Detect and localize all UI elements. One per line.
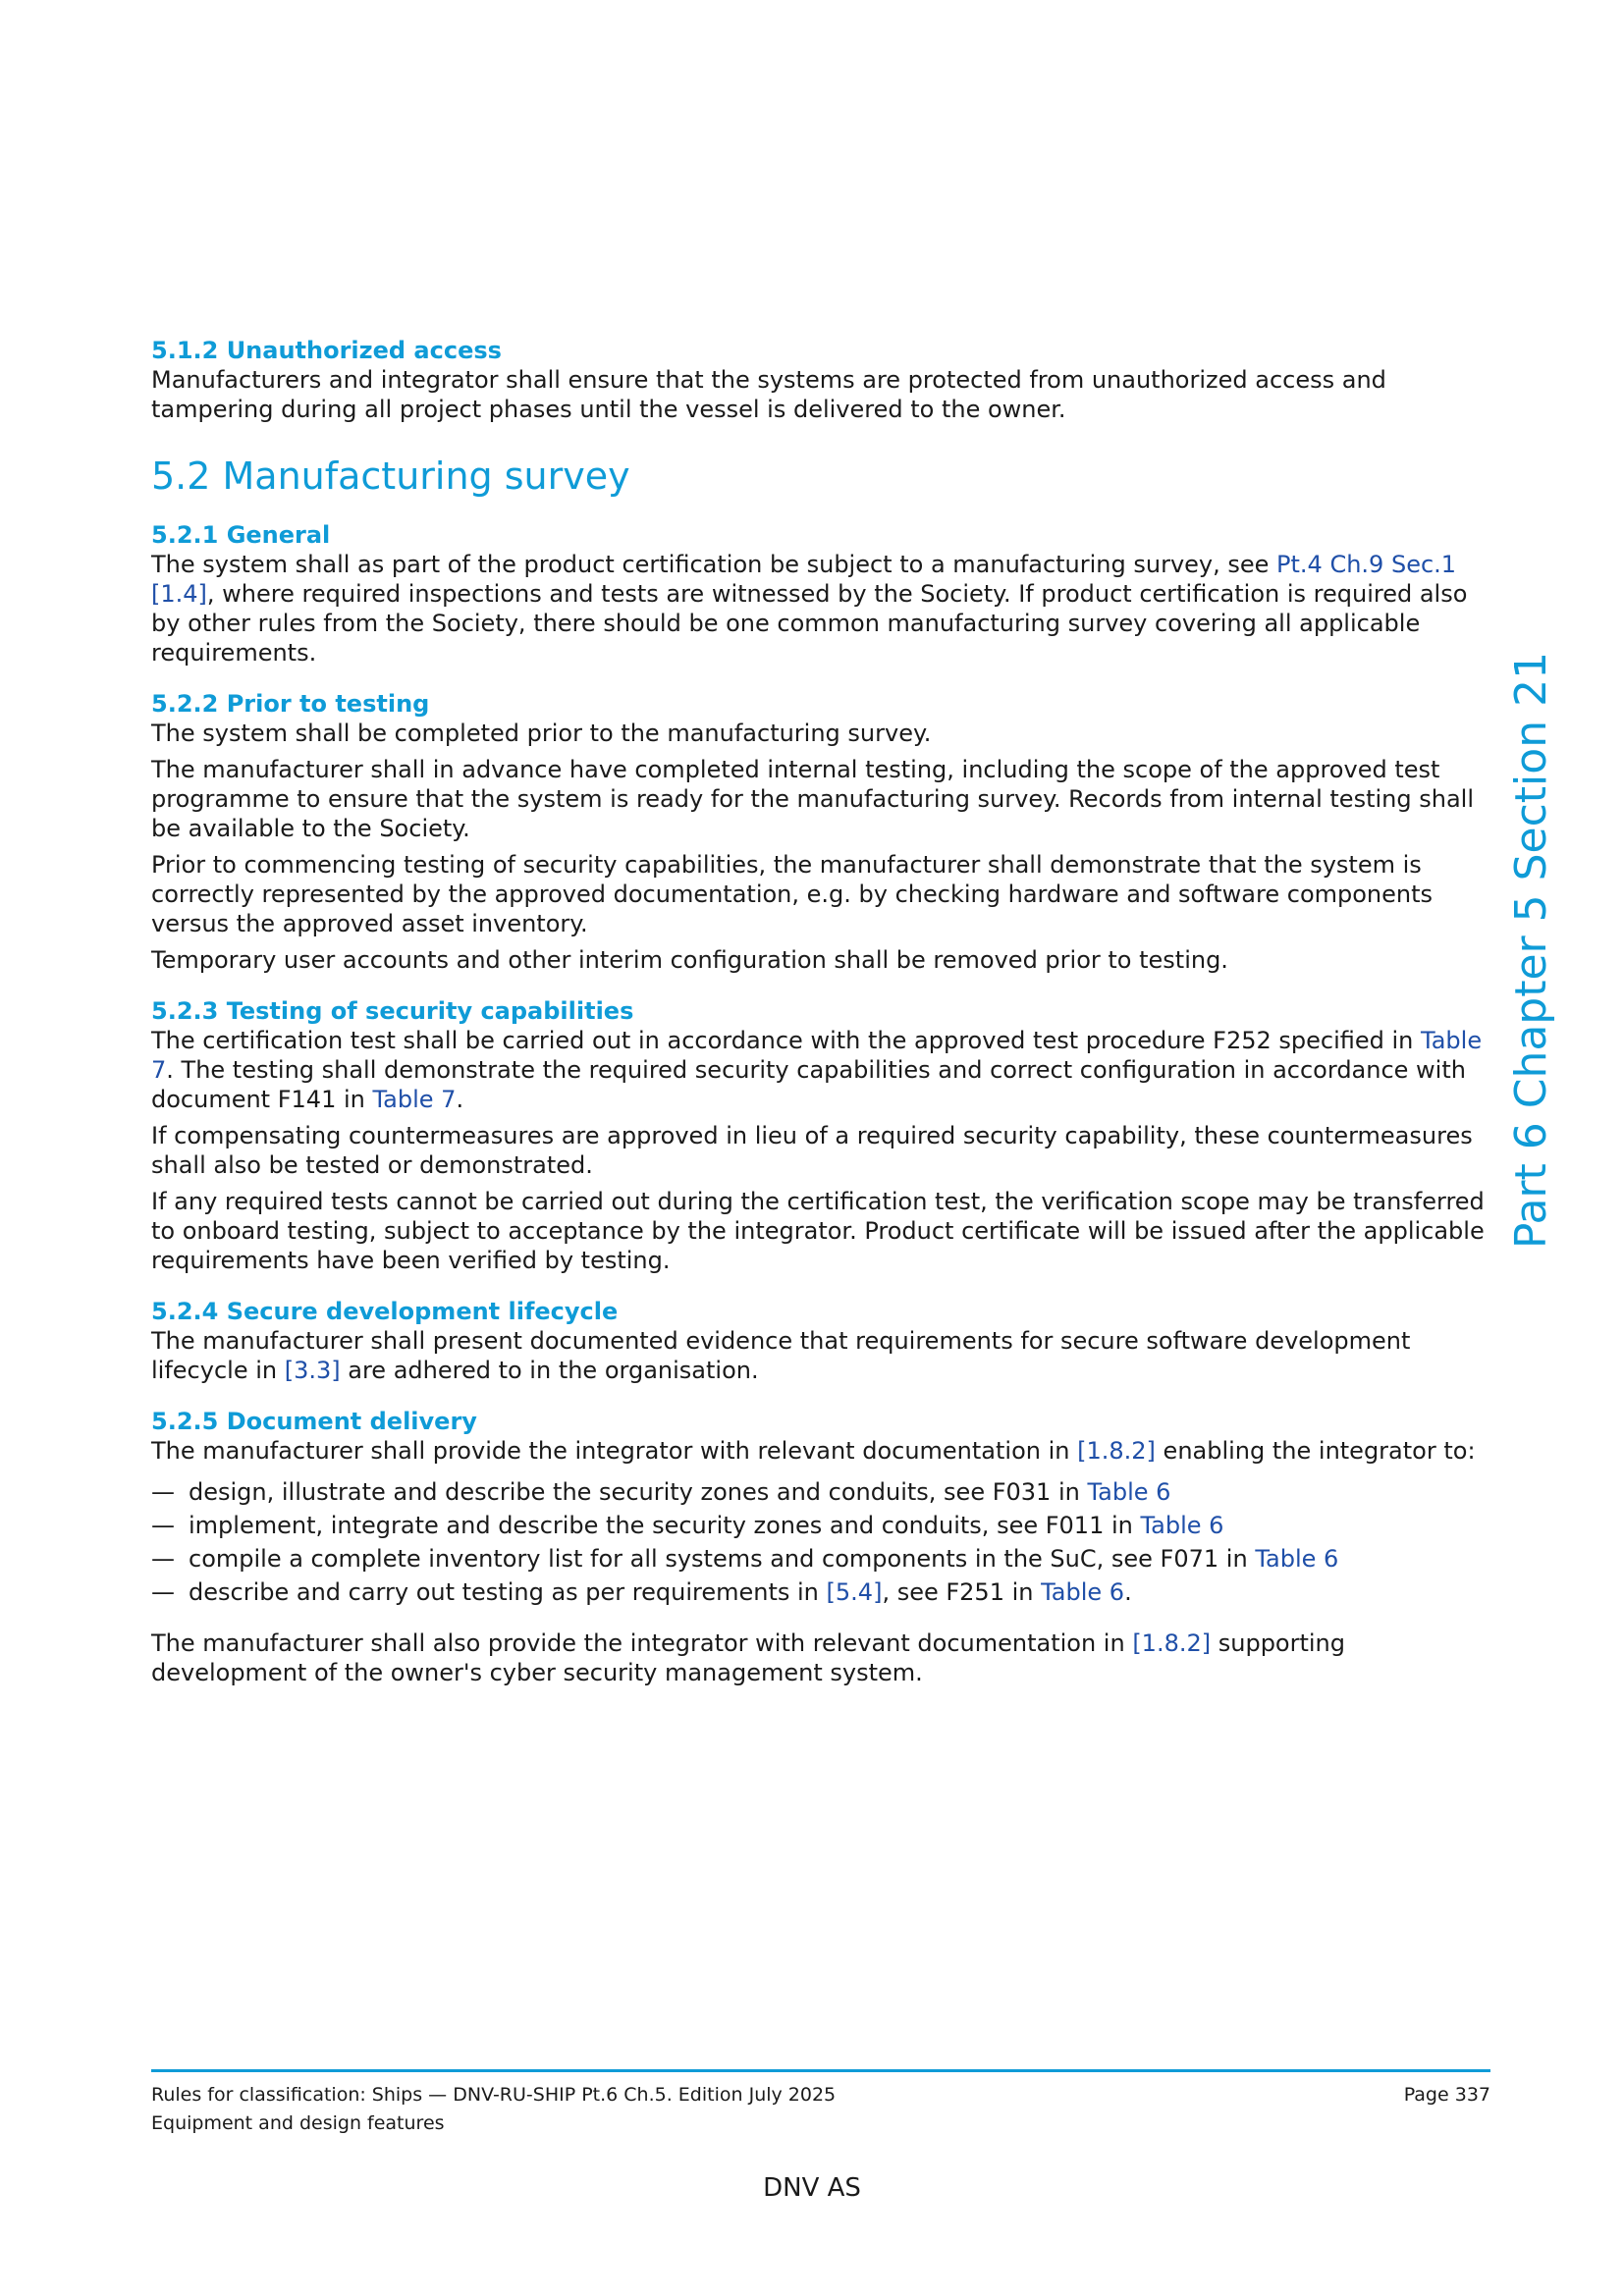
paragraph: Prior to commencing testing of security capabilities, the manufacturer shall demonstrate that the system is correctly represented by the approved documentation, e.g. by checking hardware and software components versus the approved asset inventory. [151, 851, 1434, 937]
heading-5-2-4: 5.2.4 Secure development lifecycle [151, 1298, 619, 1325]
text-run: The manufacturer shall provide the integrator with relevant documentation in [151, 1437, 1078, 1465]
footer-subtitle: Equipment and design features [151, 2112, 445, 2134]
text-run: , where required inspections and tests are witnessed by the Society. If product certification is required also by other rules from the Society, there should be one common manufacturing survey covering all applicable requirements. [151, 580, 1468, 667]
link-table-7[interactable]: Table 7 [372, 1086, 457, 1113]
text-run: , see F251 in [882, 1578, 1042, 1606]
link-table-7[interactable]: Table 7 [151, 1027, 1483, 1084]
paragraph [151, 1436, 1490, 1466]
text-run: . [456, 1086, 464, 1113]
link-1-4[interactable]: [1.4] [151, 580, 207, 608]
dash-bullet: — [151, 1578, 175, 1606]
link-table-6[interactable]: Table 6 [1087, 1478, 1171, 1506]
paragraph: If compensating countermeasures are approved in lieu of a required security capability, these countermeasures shall also be tested or demonstrated. [151, 1122, 1473, 1179]
page-number: Page 337 [1403, 2084, 1490, 2106]
dash-bullet: — [151, 1512, 175, 1539]
text-run: . [1124, 1578, 1132, 1606]
list-item [151, 1509, 1490, 1542]
paragraph: Temporary user accounts and other interim configuration shall be removed prior to testing. [151, 946, 1228, 974]
section-5-2-4 [151, 1297, 1490, 1385]
text-run: implement, integrate and describe the security zones and conduits, see F011 in [189, 1512, 1141, 1539]
paragraph [151, 1629, 1490, 1687]
dash-bullet: — [151, 1478, 175, 1506]
text-run: . The testing shall demonstrate the required security capabilities and correct configuration in accordance with document F141 in [151, 1056, 1466, 1113]
paragraph: The manufacturer shall in advance have completed internal testing, including the scope of the approved test programme to ensure that the system is ready for the manufacturing survey. Records from internal testing shall be available to the Society. [151, 756, 1474, 842]
text-run: are adhered to in the organisation. [340, 1357, 759, 1384]
side-section-label: Part 6 Chapter 5 Section 21 [1506, 651, 1556, 1250]
link-pt4-ch9-sec1[interactable]: Pt.4 Ch.9 Sec.1 [1276, 551, 1457, 578]
heading-5-2-5: 5.2.5 Document delivery [151, 1408, 477, 1435]
page-footer [151, 2081, 1490, 2138]
paragraph: Manufacturers and integrator shall ensure that the systems are protected from unauthorized access and tampering during all project phases until the vessel is delivered to the owner. [151, 366, 1386, 423]
text-run: supporting development of the owner's cyber security management system. [151, 1629, 1345, 1686]
paragraph: If any required tests cannot be carried out during the certification test, the verification scope may be transferred to onboard testing, subject to acceptance by the integrator. Product certificate will be issued after the applicable requirements have been verified by testing. [151, 1188, 1485, 1274]
footer-divider [151, 2069, 1490, 2072]
link-table-6[interactable]: Table 6 [1140, 1512, 1224, 1539]
heading-5-2: 5.2 Manufacturing survey [151, 454, 630, 498]
text-run: The system shall as part of the product certification be subject to a manufacturing survey, see [151, 551, 1277, 578]
heading-5-2-1: 5.2.1 General [151, 521, 331, 549]
text-run: The manufacturer shall present documented evidence that requirements for secure software development lifecycle in [151, 1327, 1411, 1384]
text-run: enabling the integrator to: [1155, 1437, 1476, 1465]
link-5-4[interactable]: [5.4] [826, 1578, 883, 1606]
text-run: describe and carry out testing as per requirements in [189, 1578, 827, 1606]
text-run: The certification test shall be carried out in accordance with the approved test procedure F252 specified in [151, 1027, 1422, 1054]
section-5-2-3 [151, 996, 1490, 1275]
dash-bullet: — [151, 1545, 175, 1573]
section-5-2-5 [151, 1407, 1490, 1687]
paragraph [151, 1326, 1490, 1385]
link-table-6[interactable]: Table 6 [1255, 1545, 1339, 1573]
paragraph: The system shall be completed prior to the manufacturing survey. [151, 720, 932, 747]
list-item [151, 1475, 1490, 1509]
link-3-3[interactable]: [3.3] [284, 1357, 341, 1384]
text-run: design, illustrate and describe the security zones and conduits, see F031 in [189, 1478, 1088, 1506]
paragraph [151, 550, 1490, 667]
text-run: compile a complete inventory list for all systems and components in the SuC, see F071 in [189, 1545, 1256, 1573]
text-run: The manufacturer shall also provide the integrator with relevant documentation in [151, 1629, 1133, 1657]
document-body [151, 336, 1490, 1709]
heading-5-2-2: 5.2.2 Prior to testing [151, 690, 430, 718]
link-1-8-2[interactable]: [1.8.2] [1132, 1629, 1212, 1657]
footer-rules-line: Rules for classification: Ships — DNV-RU-SHIP Pt.6 Ch.5. Edition July 2025 [151, 2084, 837, 2106]
section-5-2-1 [151, 520, 1490, 667]
company-name: DNV AS [763, 2173, 861, 2203]
dash-list [151, 1475, 1490, 1609]
list-item [151, 1542, 1490, 1575]
link-1-8-2[interactable]: [1.8.2] [1077, 1437, 1156, 1465]
section-5-2-2 [151, 689, 1490, 975]
heading-5-1-2: 5.1.2 Unauthorized access [151, 337, 502, 364]
heading-5-2-3: 5.2.3 Testing of security capabilities [151, 997, 634, 1025]
paragraph [151, 1026, 1490, 1114]
section-5-1-2 [151, 336, 1490, 424]
link-table-6[interactable]: Table 6 [1041, 1578, 1125, 1606]
list-item [151, 1575, 1490, 1609]
